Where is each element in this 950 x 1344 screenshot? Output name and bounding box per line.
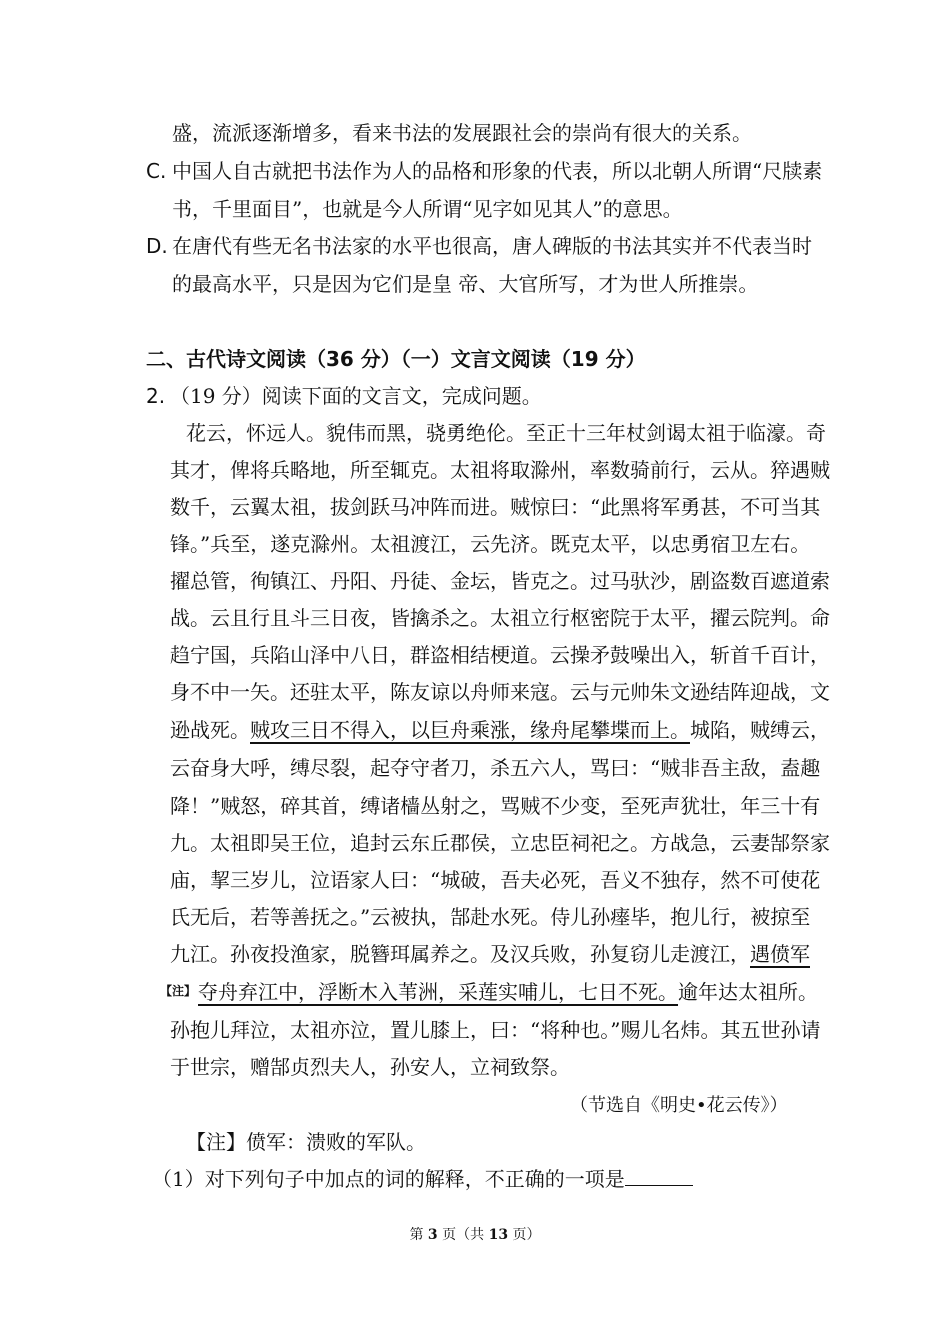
note-marker: 【注】 xyxy=(160,984,197,998)
footer-text: 第 xyxy=(409,1227,428,1243)
passage-line-1: 花云，怀远人。貌伟而黑，骁勇绝伦。至正十三年杖剑谒太祖于临濠。奇 xyxy=(186,421,826,445)
underlined-sentence-2-end: 夺舟弃江中，浮断木入苇洲，采莲实哺儿，七日不死。 xyxy=(198,980,679,1004)
option-c-line-1: 中国人自古就把书法作为人的品格和形象的代表，所以北朝人所谓“尺牍素 xyxy=(172,159,823,183)
footer-text: 页（共 xyxy=(437,1227,489,1243)
sub-question-1 xyxy=(152,1167,693,1191)
passage-line-5: 擢总管，徇镇江、丹阳、丹徒、金坛，皆克之。过马驮沙，剧盗数百遮道索 xyxy=(170,569,830,593)
passage-line-13: 庙，挈三岁儿，泣语家人曰：“城破，吾夫必死，吾义不独存，然不可使花 xyxy=(170,868,821,892)
passage-text: 逊战死。 xyxy=(170,718,250,742)
passage-line-7: 趋宁国，兵陷山泽中八日，群盗相结梗道。云操矛鼓噪出入，斩首千百计， xyxy=(170,643,830,667)
passage-text: 城陷，贼缚云， xyxy=(690,718,830,742)
passage-text: 九江。孙夜投渔家，脱簪珥属养之。及汉兵败，孙复窃儿走渡江， xyxy=(170,942,750,966)
option-d-line-2: 的最高水平，只是因为它们是皇 帝、大官所写，才为世人所推崇。 xyxy=(172,272,759,296)
footer-text: 页） xyxy=(508,1227,541,1243)
passage-line-15 xyxy=(170,942,810,966)
underlined-sentence-1: 贼攻三日不得入，以巨舟乘涨，缘舟尾攀堞而上。 xyxy=(250,718,690,742)
page-total: 13 xyxy=(488,1227,509,1243)
passage-line-2: 其才，俾将兵略地，所至辄克。太祖将取滁州，率数骑前行，云从。猝遇贼 xyxy=(170,458,830,482)
passage-line-14: 氏无后，若等善抚之。”云被执，郜赴水死。侍儿孙瘗毕，抱儿行，被掠至 xyxy=(170,905,811,929)
passage-line-9 xyxy=(170,718,830,742)
passage-line-12: 九。太祖即吴王位，追封云东丘郡侯，立忠臣祠祀之。方战急，云妻郜祭家 xyxy=(170,831,830,855)
passage-line-4: 锋。”兵至，遂克滁州。太祖渡江，云先济。既克太平，以忠勇宿卫左右。 xyxy=(170,532,811,556)
question-number: 2. xyxy=(146,384,166,408)
page-number: 3 xyxy=(427,1227,438,1243)
passage-line-11: 降！”贼怒，碎其首，缚诸樯丛射之，骂贼不少变，至死声犹壮，年三十有 xyxy=(170,794,821,818)
passage-line-6: 战。云且行且斗三日夜，皆擒杀之。太祖立行枢密院于太平，擢云院判。命 xyxy=(170,606,830,630)
passage-line-17: 孙抱儿拜泣，太祖亦泣，置儿膝上，曰：“将种也。”赐儿名炜。其五世孙请 xyxy=(170,1018,821,1042)
section-heading: 二、古代诗文阅读（36 分）（一）文言文阅读（19 分） xyxy=(146,347,646,371)
passage-line-3: 数千，云翼太祖，拔剑跃马冲阵而进。贼惊曰：“此黑将军勇甚，不可当其 xyxy=(170,495,821,519)
answer-blank[interactable] xyxy=(625,1167,693,1186)
page-footer xyxy=(0,1226,950,1244)
option-c-label: C. xyxy=(146,159,167,183)
question-intro: （19 分）阅读下面的文言文，完成问题。 xyxy=(170,384,542,408)
option-d-label: D. xyxy=(146,234,168,258)
option-d-line-1: 在唐代有些无名书法家的水平也很高，唐人碑版的书法其实并不代表当时 xyxy=(172,234,812,258)
sub-question-text: （1）对下列句子中加点的词的解释，不正确的一项是 xyxy=(152,1167,625,1191)
option-c-line-2: 书，千里面目”，也就是今人所谓“见字如见其人”的意思。 xyxy=(172,197,683,221)
footnote: 【注】偾军：溃败的军队。 xyxy=(186,1130,426,1154)
passage-text: 逾年达太祖所。 xyxy=(678,980,819,1004)
passage-line-16 xyxy=(160,980,818,1007)
passage-source: （节选自《明史•花云传》） xyxy=(570,1095,788,1116)
passage-line-10: 云奋身大呼，缚尽裂，起夺守者刀，杀五六人，骂曰：“贼非吾主敌，盍趣 xyxy=(170,756,821,780)
underlined-sentence-2-start: 遇偾军 xyxy=(750,942,810,966)
option-b-continuation: 盛，流派逐渐增多，看来书法的发展跟社会的崇尚有很大的关系。 xyxy=(172,121,752,145)
passage-line-8: 身不中一矢。还驻太平，陈友谅以舟师来寇。云与元帅朱文逊结阵迎战，文 xyxy=(170,680,830,704)
passage-line-18: 于世宗，赠郜贞烈夫人，孙安人，立祠致祭。 xyxy=(170,1055,570,1079)
